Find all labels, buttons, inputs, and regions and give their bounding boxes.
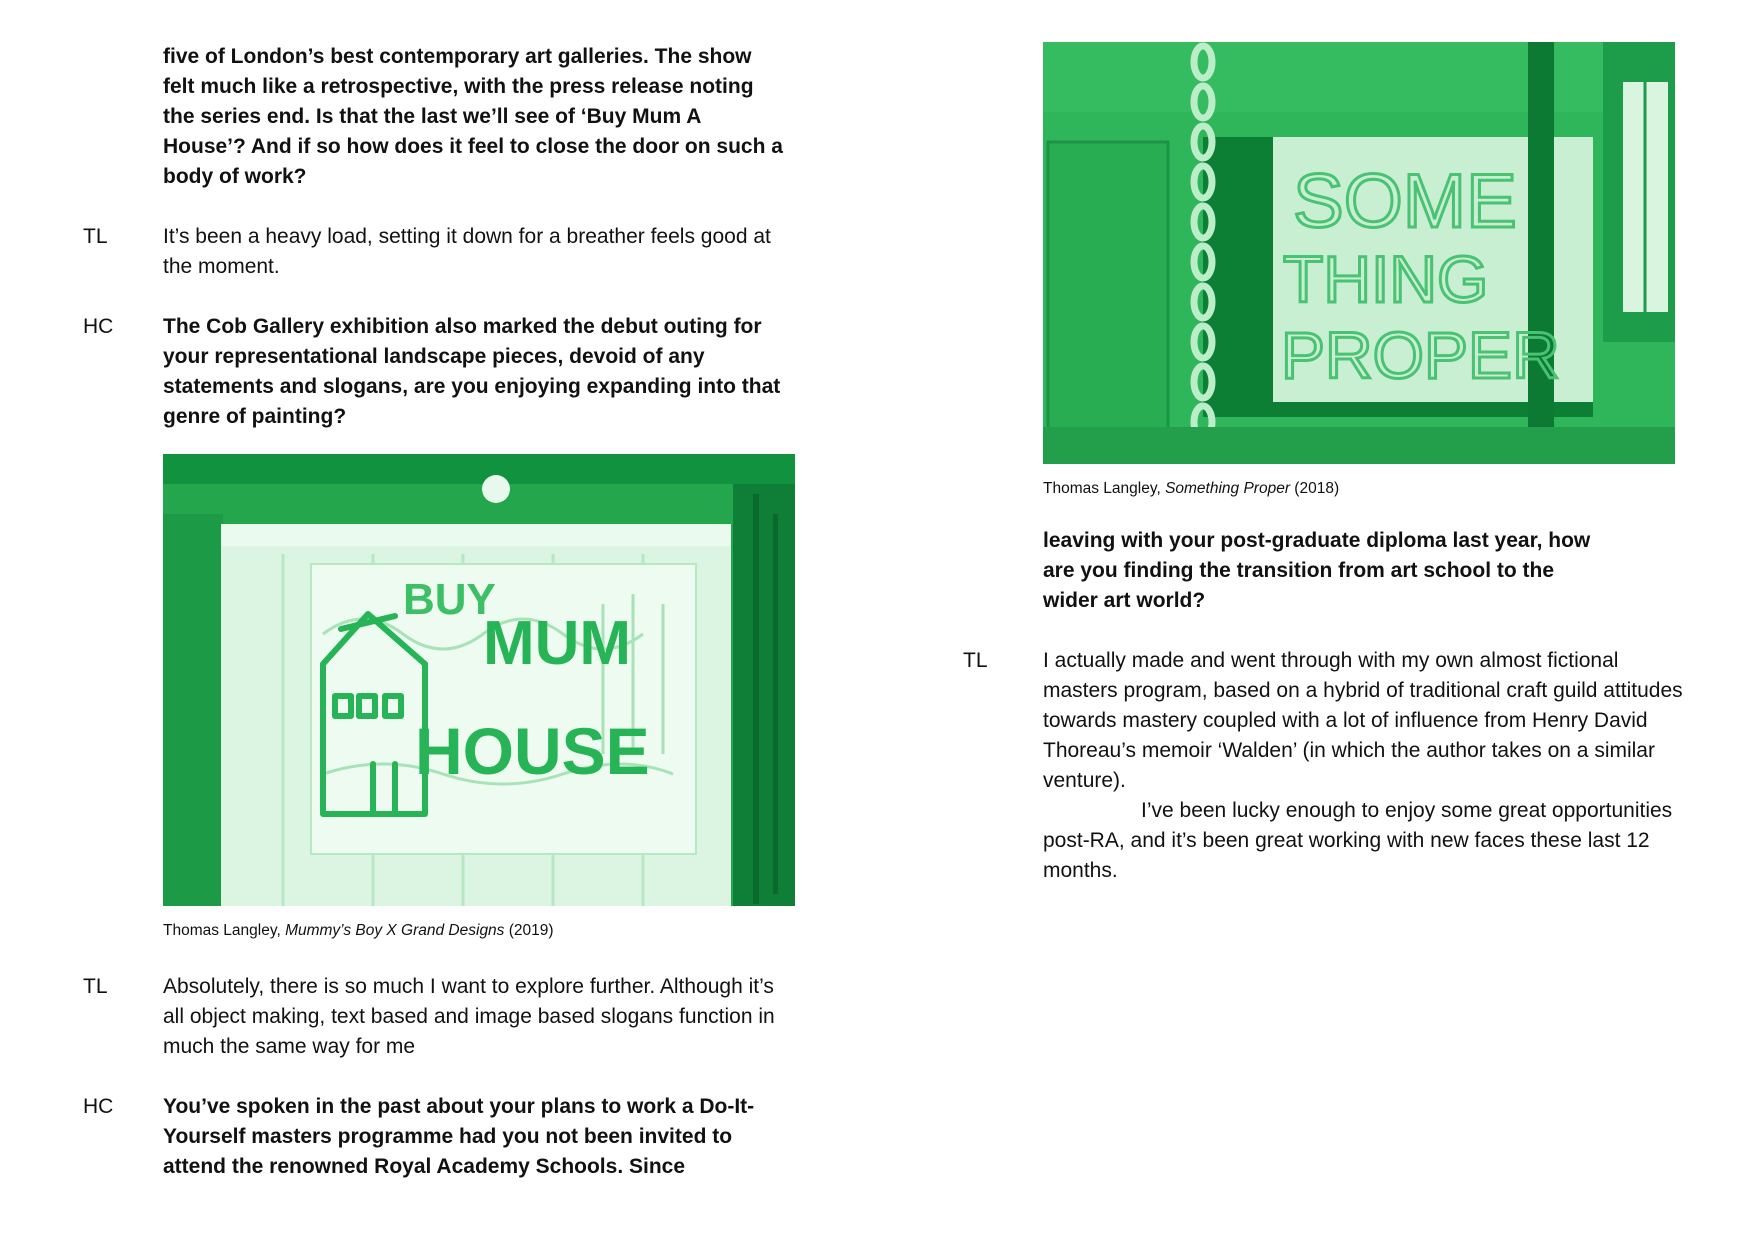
painting-text-thing: THING — [1283, 242, 1489, 316]
left-column — [83, 42, 803, 1212]
artwork-figure — [963, 42, 1703, 500]
answer-entry — [83, 222, 803, 282]
answer-entry — [83, 972, 803, 1062]
question-text: You’ve spoken in the past about your plans to work a Do-It-Yourself masters programme had you not been invited to attend the renowned Royal Academy Schools. Since — [163, 1095, 755, 1178]
artwork-photo-something-proper — [1043, 42, 1675, 464]
speaker-label: TL — [83, 975, 108, 998]
artwork-caption — [1043, 478, 1703, 500]
caption-artist: Thomas Langley, — [1043, 480, 1166, 497]
caption-year: (2018) — [1290, 480, 1340, 497]
artwork-photo-mummys-boy — [163, 454, 795, 906]
caption-artist: Thomas Langley, — [163, 922, 286, 939]
artwork-figure — [83, 454, 803, 942]
question-text: five of London’s best contemporary art galleries. The show felt much like a retrospective, with the press release noting the series end. Is that the last we’ll see of ‘Buy Mum A House’? And if so how does it feel to close the door on such a body of work? — [163, 45, 783, 188]
right-column — [963, 42, 1703, 916]
painting-text-mum: MUM — [483, 609, 632, 678]
artwork-caption — [163, 920, 803, 942]
question-continuation — [963, 526, 1703, 616]
caption-title: Mummy’s Boy X Grand Designs — [285, 922, 505, 939]
answer-text: It’s been a heavy load, setting it down for a breather feels good at the moment. — [163, 225, 771, 278]
answer-paragraph-1: I actually made and went through with my own almost fictional masters program, based on a hybrid of traditional craft guild attitudes towards mastery coupled with a lot of influence from Henry David Thoreau’s memoir ‘Walden’ (in which the author takes on a similar venture). — [1043, 649, 1683, 792]
question-entry — [83, 312, 803, 432]
answer-text — [1043, 646, 1683, 886]
speaker-label: HC — [83, 315, 114, 338]
painting-text-house: HOUSE — [415, 714, 650, 788]
speaker-label: TL — [963, 649, 988, 672]
caption-year: (2019) — [504, 922, 554, 939]
speaker-label: TL — [83, 225, 108, 248]
question-continuation — [83, 42, 803, 192]
caption-title: Something Proper — [1165, 480, 1290, 497]
painting-text-some: SOME — [1293, 159, 1517, 244]
question-text: The Cob Gallery exhibition also marked the debut outing for your representational landscape pieces, devoid of any statements and slogans, are you enjoying expanding into that genre of painting? — [163, 315, 781, 428]
painting-text-proper: PROPER — [1281, 318, 1560, 392]
answer-text: Absolutely, there is so much I want to explore further. Although it’s all object making, text based and image based slogans function in much the same way for me — [163, 975, 775, 1058]
question-text: leaving with your post-graduate diploma last year, how are you finding the transition from art school to the wider art world? — [1043, 529, 1591, 612]
painting-text-buy: BUY — [403, 575, 496, 624]
answer-entry — [963, 646, 1703, 886]
answer-paragraph-2: I’ve been lucky enough to enjoy some great opportunities post-RA, and it’s been great working with new faces these last 12 months. — [1043, 799, 1673, 882]
question-entry — [83, 1092, 803, 1182]
speaker-label: HC — [83, 1095, 114, 1118]
